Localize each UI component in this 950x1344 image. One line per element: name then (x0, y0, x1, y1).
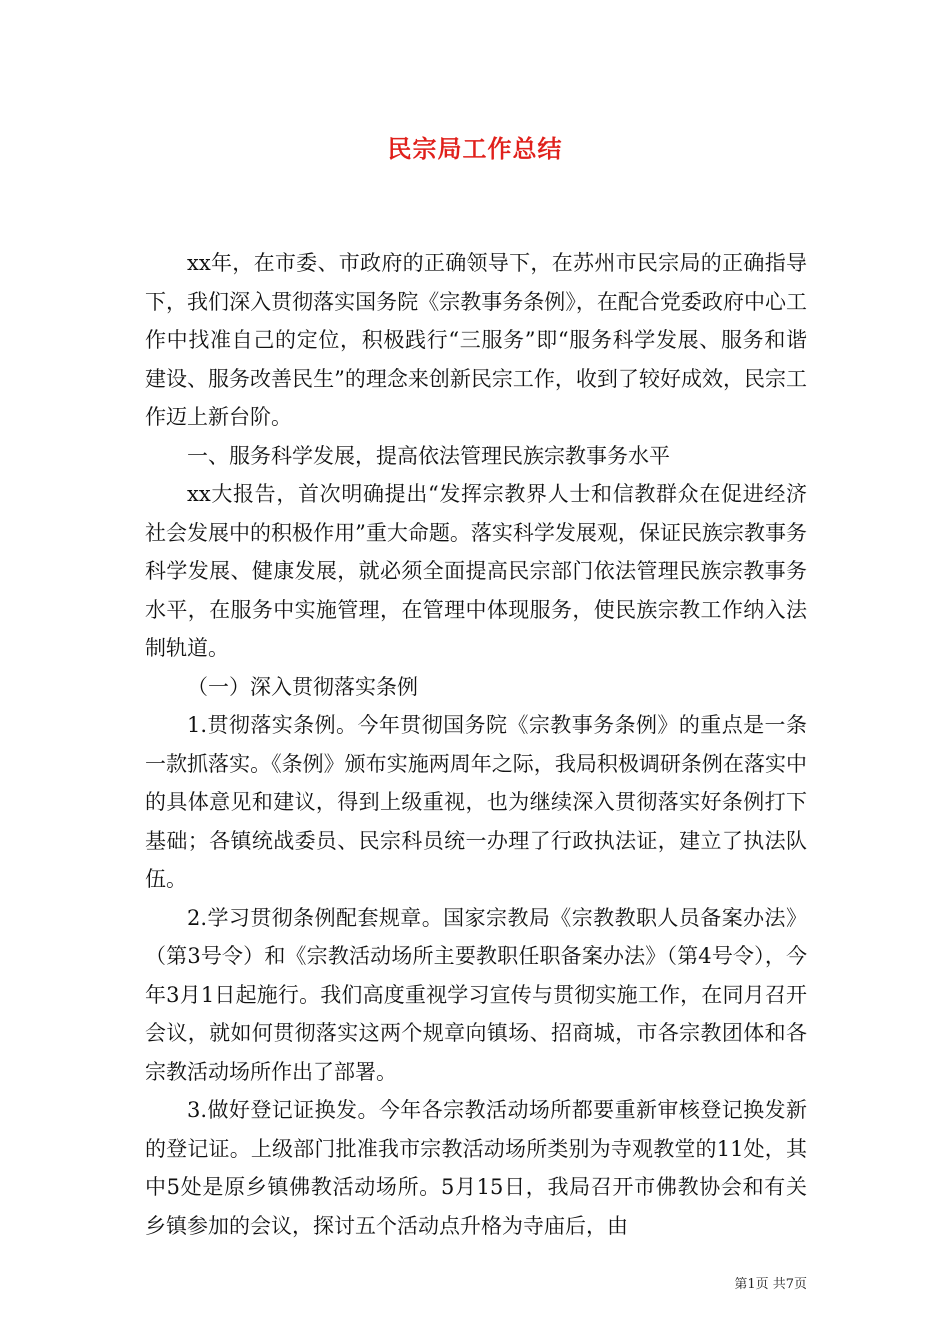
paragraph-item-2: 2.学习贯彻条例配套规章。国家宗教局《宗教教职人员备案办法》（第3号令）和《宗教活动场所主要教职任职备案办法》（第4号令），今年3月1日起施行。我们高度重视学习宣传与贯彻实施工作，在同月召开会议，就如何贯彻落实这两个规章向镇场、招商城，市各宗教团体和各宗教活动场所作出了部署。 (145, 905, 807, 1084)
section-heading-1: 一、服务科学发展，提高依法管理民族宗教事务水平 (187, 443, 670, 468)
subsection-heading-1: （一）深入贯彻落实条例 (187, 674, 418, 699)
paragraph-item-1: 1.贯彻落实条例。今年贯彻国务院《宗教事务条例》的重点是一条一款抓落实。《条例》颁布实施两周年之际，我局积极调研条例在落实中的具体意见和建议，得到上级重视，也为继续深入贯彻落实好条例打下基础；各镇统战委员、民宗科员统一办理了行政执法证，建立了执法队伍。 (145, 713, 807, 891)
document-body (145, 244, 807, 1245)
document-title: 民宗局工作总结 (387, 135, 563, 163)
paragraph-item-3: 3.做好登记证换发。今年各宗教活动场所都要重新审核登记换发新的登记证。上级部门批准我市宗教活动场所类别为寺观教堂的11处，其中5处是原乡镇佛教活动场所。5月15日，我局召开市佛教协会和有关乡镇参加的会议，探讨五个活动点升格为寺庙后，由 (145, 1098, 807, 1238)
paragraph-section-1: xx大报告，首次明确提出“发挥宗教界人士和信教群众在促进经济社会发展中的积极作用”重大命题。落实科学发展观，保证民族宗教事务科学发展、健康发展，就必须全面提高民宗部门依法管理民族宗教事务水平，在服务中实施管理，在管理中体现服务，使民族宗教工作纳入法制轨道。 (145, 482, 807, 660)
page-number: 第1页 共7页 (734, 1277, 807, 1292)
paragraph-intro: xx年，在市委、市政府的正确领导下，在苏州市民宗局的正确指导下，我们深入贯彻落实国务院《宗教事务条例》，在配合党委政府中心工作中找准自己的定位，积极践行“三服务”即“服务科学发展、服务和谐建设、服务改善民生”的理念来创新民宗工作，收到了较好成效，民宗工作迈上新台阶。 (145, 251, 807, 429)
